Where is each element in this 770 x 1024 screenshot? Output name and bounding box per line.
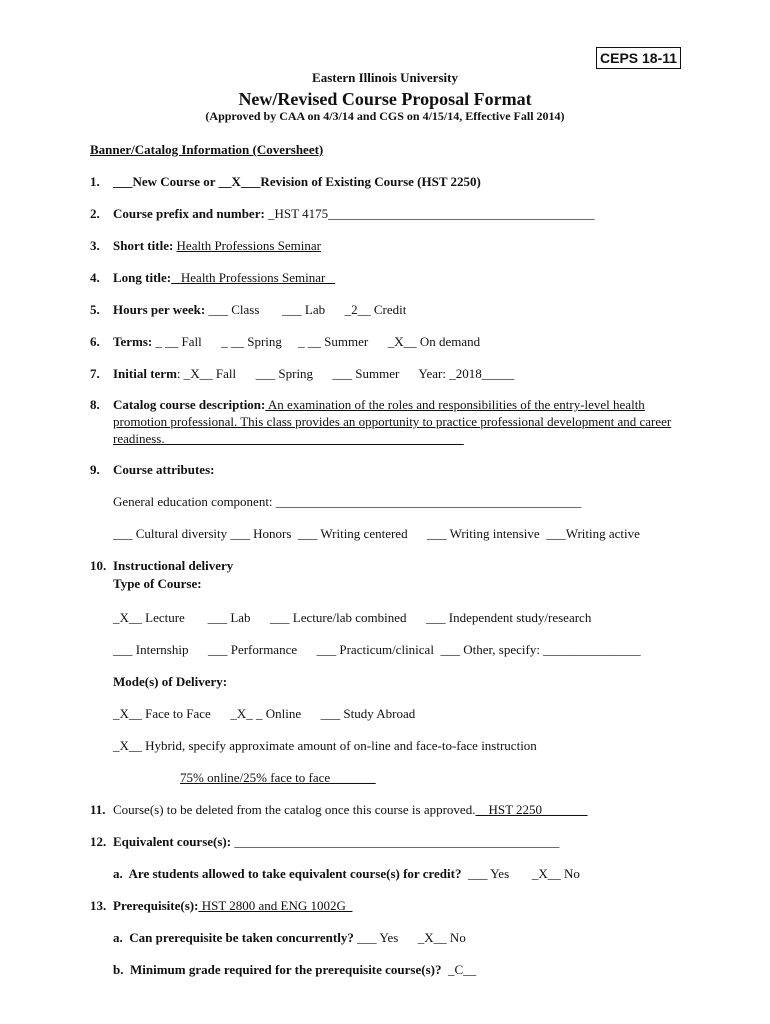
field-label: Equivalent course(s): <box>113 834 232 849</box>
field-value: _ HST 2250_______ <box>475 802 588 817</box>
deleted-courses-line <box>113 802 588 818</box>
field-label: Course(s) to be deleted from the catalog once this course is approved. <box>113 802 476 817</box>
field-value: : _X__ Fall ___ Spring ___ Summer Year: _2018_____ <box>176 366 515 381</box>
item-number: 7. <box>90 366 100 381</box>
document-code: CEPS 18-11 <box>596 47 681 69</box>
item-number: 10. <box>90 558 107 573</box>
item-number: 9. <box>90 462 100 477</box>
item-number: 1. <box>90 174 100 189</box>
field-value: __________________________________________________ <box>231 834 560 849</box>
field-value: ___ Yes _X__ No <box>461 866 580 881</box>
course-types-row: ___ Internship ___ Performance ___ Practicum/clinical ___ Other, specify: _______________ <box>113 642 641 657</box>
field-value: ___ Class ___ Lab _2__ Credit <box>205 302 407 317</box>
long-title-line <box>113 270 335 286</box>
section-title: Banner/Catalog Information (Coversheet) <box>90 142 324 157</box>
attributes-label: Course attributes: <box>113 462 215 477</box>
field-label: Long title: <box>113 270 172 285</box>
course-type-line: ___New Course or __X___Revision of Existing Course (HST 2250) <box>113 174 481 189</box>
field-value: _C__ <box>441 962 477 977</box>
item-number: 6. <box>90 334 100 349</box>
field-value: ___ Yes _X__ No <box>353 930 466 945</box>
field-value: Health Professions Seminar <box>176 238 321 253</box>
course-types-row: _X__ Lecture ___ Lab ___ Lecture/lab combined ___ Independent study/research <box>113 610 592 625</box>
item-number: 11. <box>90 802 106 817</box>
field-label: Catalog course description: <box>113 397 266 412</box>
instructional-delivery-label: Instructional delivery <box>113 558 234 573</box>
equivalent-courses-line <box>113 834 559 850</box>
terms-line <box>113 334 480 350</box>
attributes-line: ___ Cultural diversity ___ Honors ___ Writing centered ___ Writing intensive ___Writing active <box>113 526 640 541</box>
approval-note: (Approved by CAA on 4/3/14 and CGS on 4/15/14, Effective Fall 2014) <box>205 109 565 123</box>
field-label: Initial term <box>113 366 177 381</box>
hybrid-detail: 75% online/25% face to face_______ <box>180 770 376 785</box>
field-value: _ __ Fall _ __ Spring _ __ Summer _X__ On demand <box>152 334 481 349</box>
item-number: 13. <box>90 898 107 913</box>
concurrent-line <box>113 930 466 946</box>
field-label: a. Are students allowed to take equivalent course(s) for credit? <box>113 866 462 881</box>
field-value: _Health Professions Seminar _ <box>171 270 336 285</box>
gen-ed-line: General education component: _______________________________________________ <box>113 494 582 509</box>
minimum-grade-line <box>113 962 476 978</box>
item-number: 3. <box>90 238 100 253</box>
item-number: 2. <box>90 206 100 221</box>
hours-line <box>113 302 406 318</box>
field-value: _HST 4175_________________________________________ <box>264 206 595 221</box>
field-label: b. Minimum grade required for the prerequisite course(s)? <box>113 962 442 977</box>
item-number: 5. <box>90 302 100 317</box>
prerequisites-line <box>113 898 352 914</box>
field-value: An examination of the roles and responsibilities of the entry-level health promotion professional. This class provides an opportunity to practice professional development and career readiness.______________________________________________ <box>113 397 672 446</box>
item-number: 8. <box>90 397 100 412</box>
short-title-line <box>113 238 321 254</box>
delivery-modes-row: _X__ Face to Face _X_ _ Online ___ Study Abroad <box>113 706 416 721</box>
page-title: New/Revised Course Proposal Format <box>238 89 532 109</box>
item-number: 4. <box>90 270 100 285</box>
type-of-course-label: Type of Course: <box>113 576 202 591</box>
item-number: 12. <box>90 834 107 849</box>
field-label: Course prefix and number: <box>113 206 265 221</box>
equivalent-credit-line <box>113 866 580 882</box>
field-label: Hours per week: <box>113 302 206 317</box>
initial-term-line <box>113 366 514 382</box>
course-prefix-line <box>113 206 595 222</box>
university-name: Eastern Illinois University <box>312 70 458 85</box>
hybrid-line: _X__ Hybrid, specify approximate amount of on-line and face-to-face instruction <box>113 738 537 753</box>
field-label: Terms: <box>113 334 153 349</box>
field-label: Prerequisite(s): <box>113 898 199 913</box>
mode-of-delivery-label: Mode(s) of Delivery: <box>113 674 228 689</box>
catalog-description <box>113 396 673 447</box>
field-label: a. Can prerequisite be taken concurrently? <box>113 930 354 945</box>
field-label: Short title: <box>113 238 174 253</box>
field-value: HST 2800 and ENG 1002G_ <box>198 898 353 913</box>
